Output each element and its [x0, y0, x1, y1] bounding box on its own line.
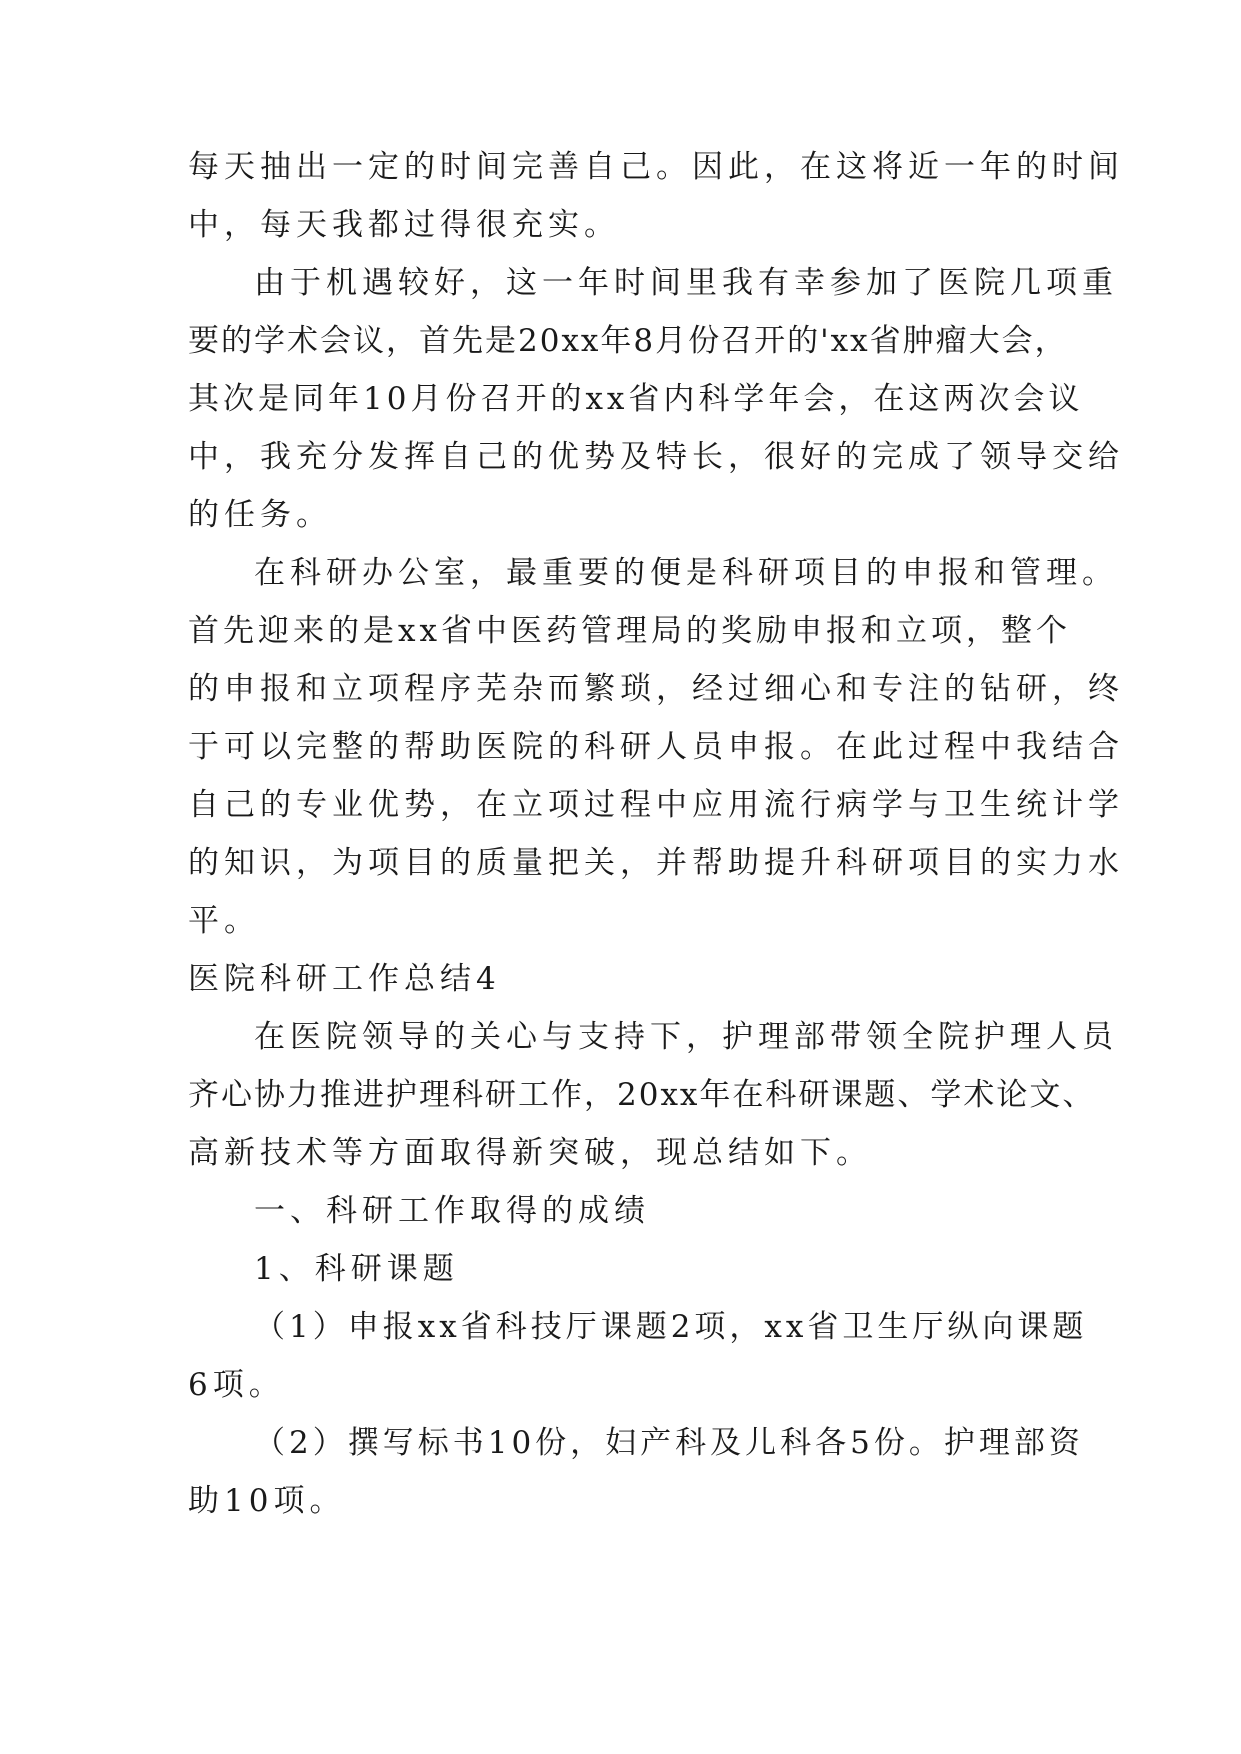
text-line: 的申报和立项程序芜杂而繁琐，经过细心和专注的钻研，终 — [188, 671, 1124, 707]
text-line: 在医院领导的关心与支持下，护理部带领全院护理人员 — [254, 1019, 1118, 1055]
text-line: 平。 — [188, 903, 260, 939]
subheading: 一、科研工作取得的成绩 — [254, 1193, 650, 1229]
text-line: 要的学术会议，首先是20xx年8月份召开的'xx省肿瘤大会， — [188, 323, 1068, 359]
section-heading: 医院科研工作总结4 — [188, 961, 501, 997]
text-line: 中，每天我都过得很充实。 — [188, 207, 620, 243]
text-line: 由于机遇较好，这一年时间里我有幸参加了医院几项重 — [254, 265, 1118, 301]
text-line: 6项。 — [188, 1367, 285, 1403]
text-line: 每天抽出一定的时间完善自己。因此，在这将近一年的时间 — [188, 149, 1124, 185]
text-line: 在科研办公室，最重要的便是科研项目的申报和管理。 — [254, 555, 1118, 591]
text-line: 助10项。 — [188, 1483, 346, 1519]
text-line: 其次是同年10月份召开的xx省内科学年会，在这两次会议 — [188, 381, 1084, 417]
text-line: 齐心协力推进护理科研工作，20xx年在科研课题、学术论文、 — [188, 1077, 1096, 1113]
subheading: 1、科研课题 — [254, 1251, 459, 1287]
text-line: 自己的专业优势，在立项过程中应用流行病学与卫生统计学 — [188, 787, 1124, 823]
text-line: 于可以完整的帮助医院的科研人员申报。在此过程中我结合 — [188, 729, 1124, 765]
list-item: （2）撰写标书10份，妇产科及儿科各5份。护理部资 — [254, 1425, 1084, 1461]
text-line: 的任务。 — [188, 497, 332, 533]
text-line: 中，我充分发挥自己的优势及特长，很好的完成了领导交给 — [188, 439, 1124, 475]
list-item: （1）申报xx省科技厅课题2项，xx省卫生厅纵向课题 — [254, 1309, 1088, 1345]
text-line: 首先迎来的是xx省中医药管理局的奖励申报和立项，整个 — [188, 613, 1071, 649]
text-line: 的知识，为项目的质量把关，并帮助提升科研项目的实力水 — [188, 845, 1124, 881]
text-line: 高新技术等方面取得新突破，现总结如下。 — [188, 1135, 872, 1171]
